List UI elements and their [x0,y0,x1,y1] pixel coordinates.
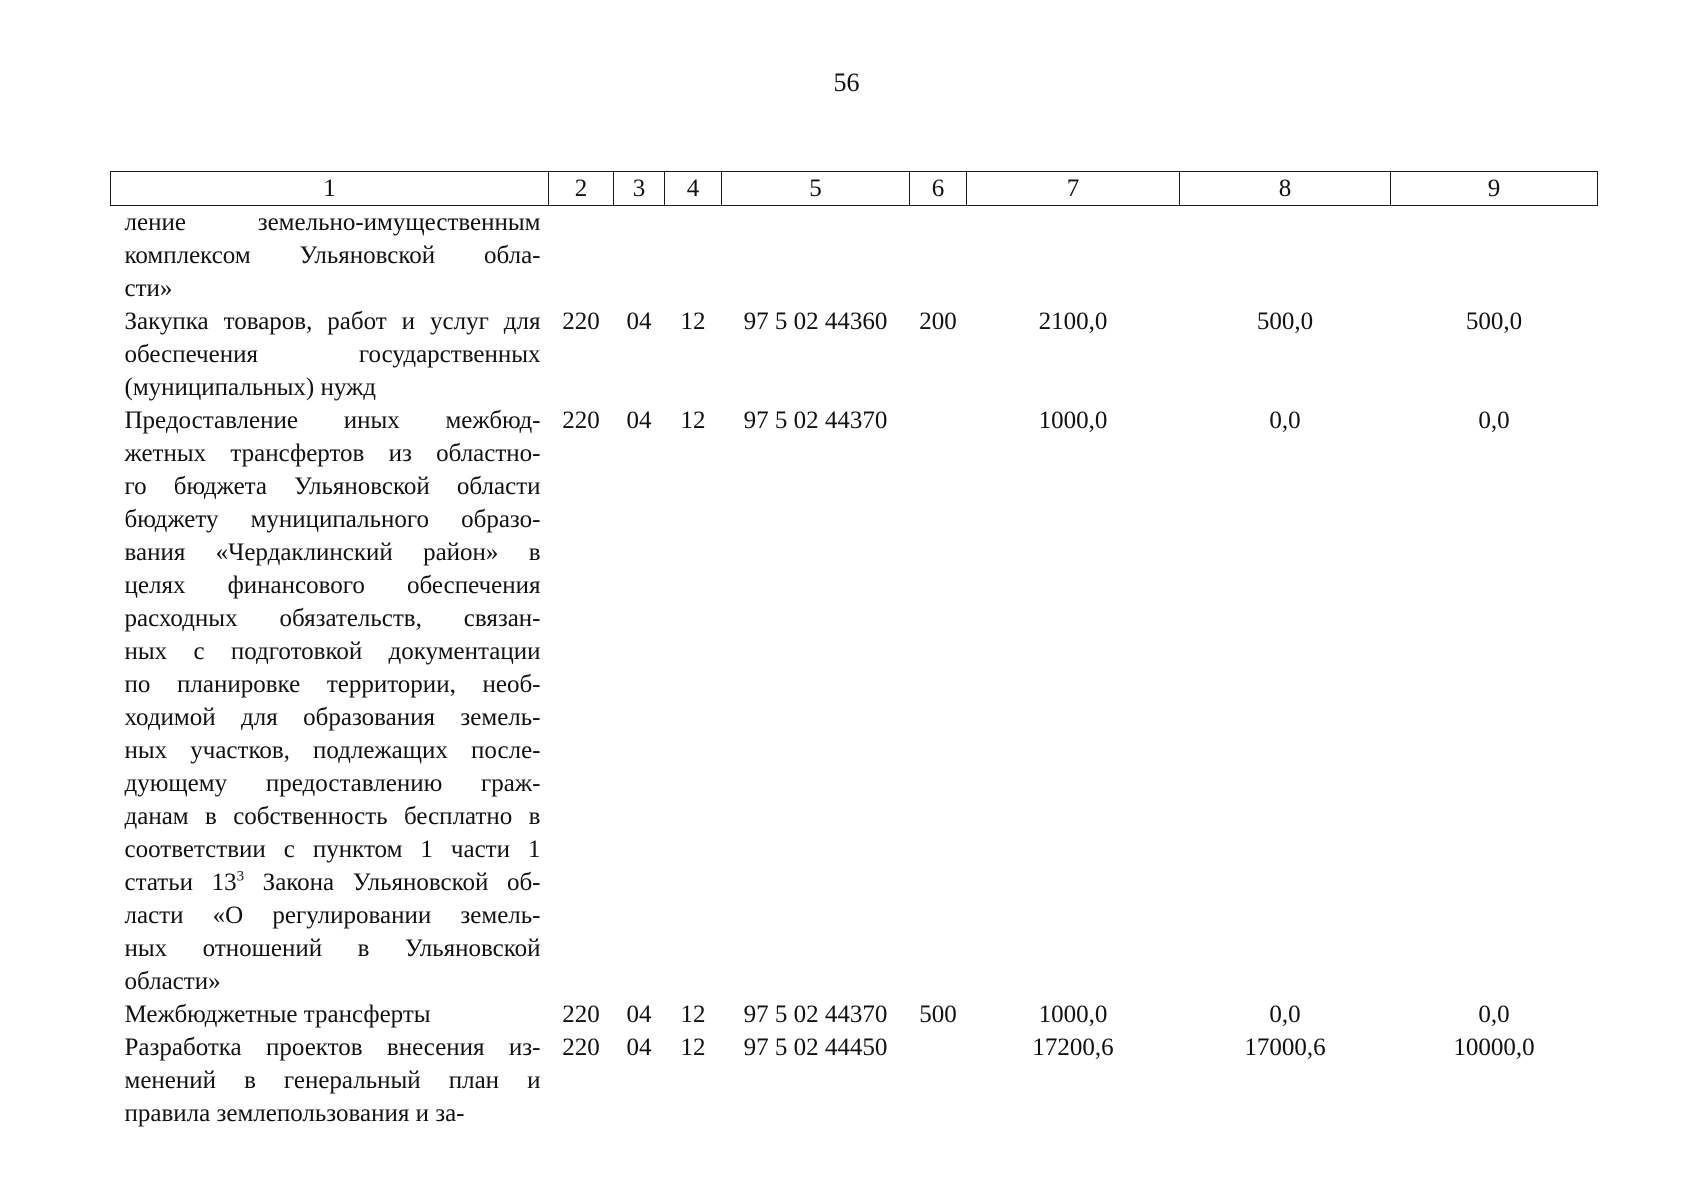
cell-col-9 [1391,206,1598,306]
cell-col-6 [910,206,967,306]
column-header-7: 7 [967,172,1180,206]
row-description [111,998,549,1031]
cell-col-8: 500,0 [1256,308,1314,335]
cell-col-7: 2100,0 [1038,308,1108,335]
description-line: жетных трансфертов из областно- [124,440,541,467]
table-row [111,404,1598,998]
table-row [111,305,1598,404]
page-number: 56 [833,68,860,97]
cell-col-6: 500 [919,1001,957,1028]
description-line: Разработка проектов внесения из- [124,1034,541,1061]
cell-col-5: 97 5 02 44360 [743,308,888,335]
column-header-6: 6 [910,172,967,206]
cell-col-2: 220 [562,308,600,335]
description-line: ление земельно-имущественным [124,209,541,236]
description-line: данам в собственность бесплатно в [124,803,541,830]
column-header-2: 2 [549,172,614,206]
description-line [125,866,541,899]
column-header-9: 9 [1391,172,1598,206]
description-line: Предоставление иных межбюд- [124,407,541,434]
table-row [111,1031,1598,1130]
cell-col-9: 0,0 [1478,407,1510,434]
description-line: правила землепользования и за- [124,1100,465,1127]
description-line: дующему предоставлению граж- [124,770,541,797]
column-header-4: 4 [665,172,722,206]
description-line: соответствии с пунктом 1 части 1 [124,836,541,863]
cell-col-3 [614,206,665,306]
cell-col-8: 17000,6 [1244,1034,1326,1061]
description-line: Межбюджетные трансферты [124,1001,431,1028]
description-line: обеспечения государственных [124,341,541,368]
cell-col-5 [722,206,910,306]
description-line: менений в генеральный план и [124,1067,541,1094]
cell-col-7 [967,206,1180,306]
description-text: статьи 13 [124,869,237,896]
description-line: вания «Чердаклинский район» в [124,539,541,566]
cell-col-2: 220 [562,1034,600,1061]
row-description [111,206,549,306]
description-line: ласти «О регулировании земель- [124,902,541,929]
cell-col-8: 0,0 [1269,407,1301,434]
table-header-row [111,172,1598,206]
row-description [111,305,549,404]
budget-table [110,171,1598,1130]
cell-col-5: 97 5 02 44370 [743,1001,888,1028]
table-row [111,998,1598,1031]
description-line: ходимой для образования земель- [124,704,541,731]
row-description [111,1031,549,1130]
cell-col-9: 10000,0 [1453,1034,1535,1061]
cell-col-4: 12 [680,1034,706,1061]
column-header-1: 1 [111,172,549,206]
description-line: по планировке территории, необ- [124,671,541,698]
table-row [111,206,1598,306]
description-line: ных участков, подлежащих после- [124,737,541,764]
cell-col-3: 04 [626,308,652,335]
cell-col-7: 1000,0 [1038,1001,1108,1028]
cell-col-7: 17200,6 [1032,1034,1114,1061]
description-line: целях финансового обеспечения [124,572,541,599]
cell-col-2 [549,206,614,306]
description-line: Закупка товаров, работ и услуг для [124,308,541,335]
cell-col-7: 1000,0 [1038,407,1108,434]
cell-col-4: 12 [680,407,706,434]
cell-col-2: 220 [562,1001,600,1028]
description-line: расходных обязательств, связан- [124,605,541,632]
cell-col-6 [910,404,967,998]
column-header-3: 3 [614,172,665,206]
cell-col-6: 200 [919,308,957,335]
description-line: бюджету муниципального образо- [124,506,541,533]
cell-col-5: 97 5 02 44370 [743,407,888,434]
description-line: ных отношений в Ульяновской [124,935,541,962]
cell-col-3: 04 [626,407,652,434]
column-header-5: 5 [722,172,910,206]
cell-col-4 [665,206,722,306]
cell-col-6 [910,1031,967,1130]
description-line: сти» [124,275,173,302]
description-text: Закона Ульяновской об- [244,869,541,896]
cell-col-5: 97 5 02 44450 [743,1034,888,1061]
description-line: области» [124,968,221,995]
cell-col-3: 04 [626,1034,652,1061]
cell-col-3: 04 [626,1001,652,1028]
description-line: (муниципальных) нужд [124,374,377,401]
column-header-8: 8 [1180,172,1391,206]
table-body [111,206,1598,1131]
description-line: ных с подготовкой документации [124,638,541,665]
description-line: комплексом Ульяновской обла- [124,242,541,269]
row-description [111,404,549,998]
cell-col-4: 12 [680,1001,706,1028]
cell-col-8 [1180,206,1391,306]
cell-col-9: 500,0 [1465,308,1523,335]
cell-col-8: 0,0 [1269,1001,1301,1028]
description-line: го бюджета Ульяновской области [124,473,541,500]
superscript: 3 [236,868,245,885]
cell-col-2: 220 [562,407,600,434]
cell-col-9: 0,0 [1478,1001,1510,1028]
cell-col-4: 12 [680,308,706,335]
